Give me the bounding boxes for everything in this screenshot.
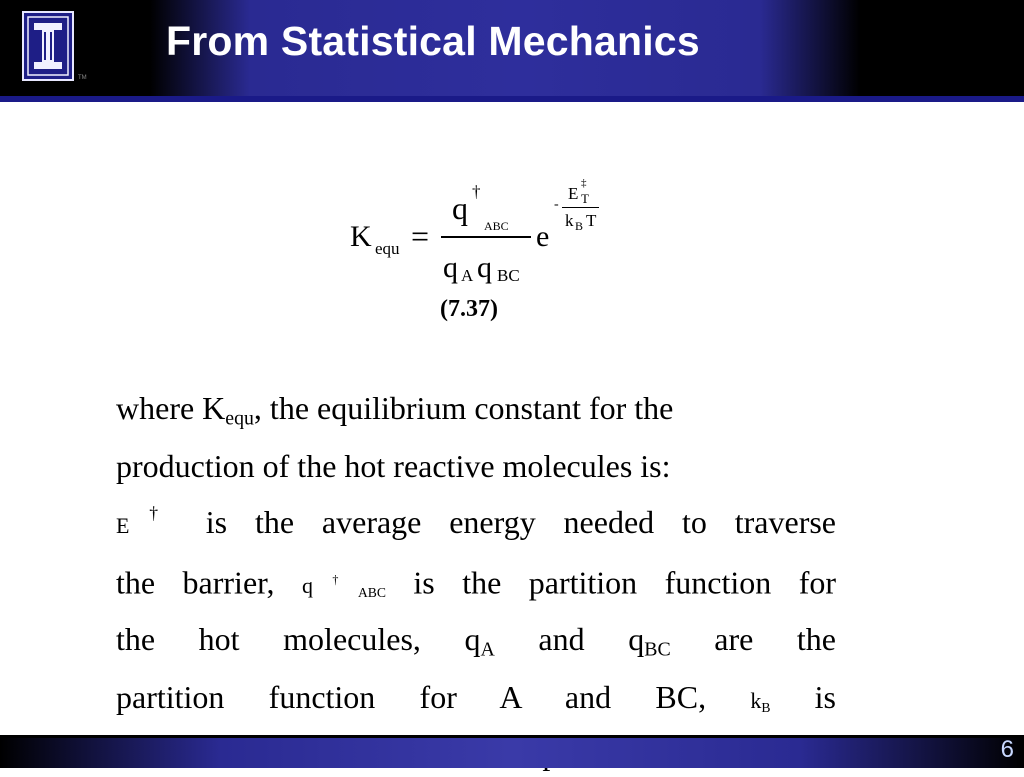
header-rule [0,96,1024,102]
text-line-5: the hot molecules, $q_A$ and $q_{BC}$ are the [116,621,837,661]
eq-fraction-bar [441,236,531,238]
eq-exp-minus: - [554,197,559,212]
eq-denominator-sub1: A [461,266,474,285]
text-line-1: where $K_{equ}$, the equilibrium constant for the [116,390,674,430]
eq-numerator-dagger: † [472,182,481,201]
energy-symbol: E [116,512,130,538]
partition-symbol-qabc: $q^\dagger_{ABC}$ [301,572,386,601]
eq-denominator-q1: q [443,251,458,284]
text-line-2: production of the hot reactive molecules is: [116,447,671,484]
eq-exp-k-subscript: B [575,219,584,233]
university-logo-icon [22,11,74,81]
eq-exp-E: E [568,184,579,203]
trademark-mark: TM [78,75,87,81]
slide-footer [0,738,1024,768]
eq-equals-sign: = [411,218,430,254]
text-line-6: partition function for A and BC, $k_B$ is [116,678,837,715]
eq-exp-base: e [536,220,550,253]
eq-exp-k: k [565,211,574,230]
eq-denominator-sub2: BC [497,266,520,285]
eq-exp-fraction-bar [562,207,599,208]
eq-numerator-q: q [452,190,468,226]
explanation-paragraph [116,385,836,777]
equation-number: (7.37) [440,296,498,322]
eq-k-subscript: equ [375,239,400,258]
page-number: 6 [1000,736,1014,763]
text-line-3: E† is the average energy needed to traverse [116,502,836,540]
text-line-4: the barrier, $q^\dagger_{ABC}$ is the partition function for [116,564,837,601]
eq-numerator-subscript: ABC [484,219,509,233]
eq-exp-T: T [586,211,597,230]
boltzmann-symbol: $k_B$ [750,687,771,715]
eq-denominator-q2: q [477,251,492,284]
eq-exp-double-dagger: ‡ [581,177,587,189]
slide-title: From Statistical Mechanics [166,18,700,64]
eq-k-symbol: K [350,220,372,253]
eq-exp-E-subscript: T [581,191,589,206]
